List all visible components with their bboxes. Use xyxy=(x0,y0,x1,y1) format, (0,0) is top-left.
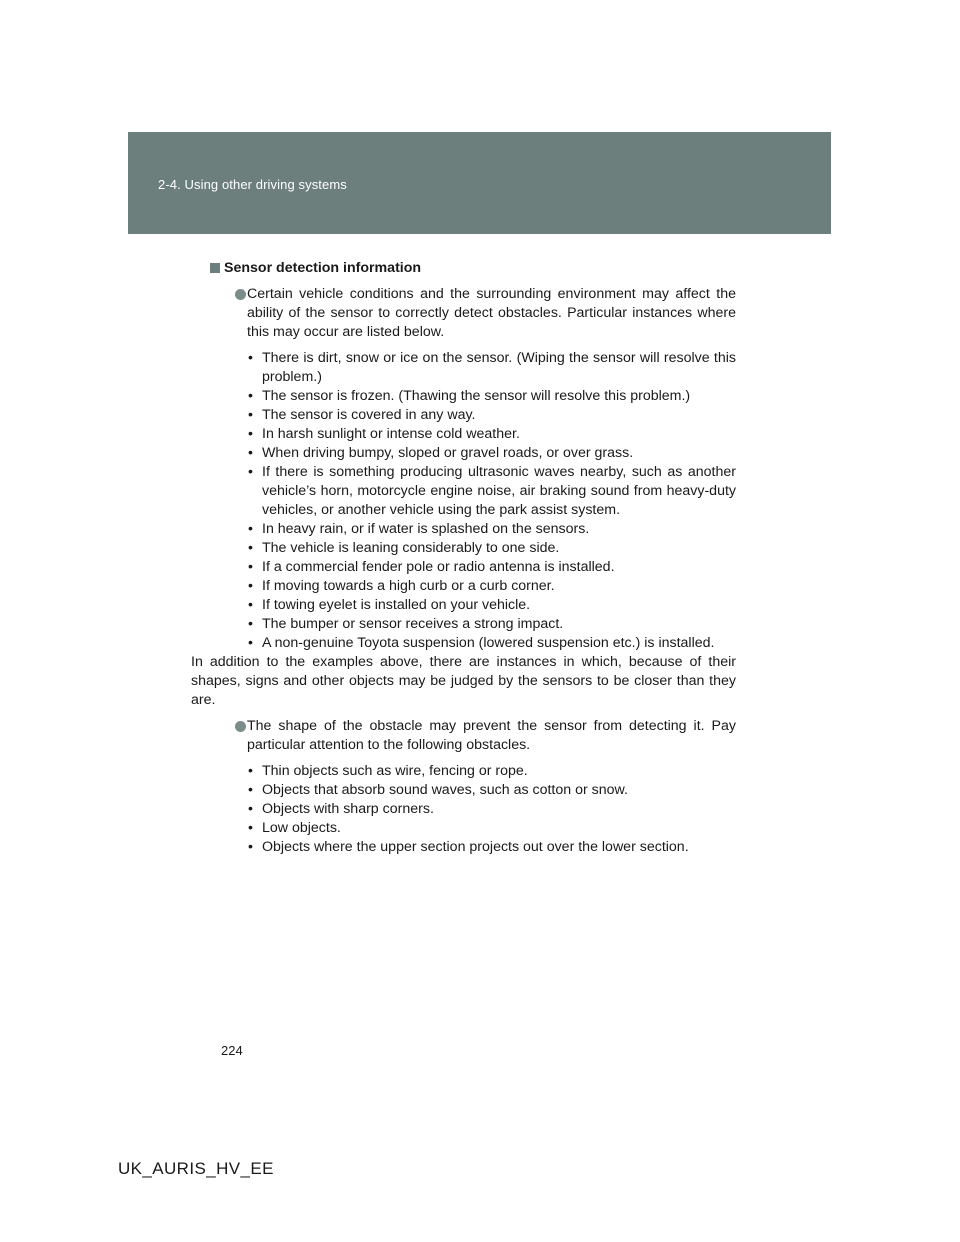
section-heading-text: Sensor detection information xyxy=(224,260,422,276)
list-item: • In heavy rain, or if water is splashed on the sensors. xyxy=(248,521,590,537)
round-bullet-icon xyxy=(235,289,246,300)
list-bullet: • xyxy=(248,445,253,461)
section-title: 2-4. Using other driving systems xyxy=(158,177,347,192)
sensor-condition-list xyxy=(208,349,736,653)
list-bullet: • xyxy=(248,801,253,817)
list-bullet: • xyxy=(248,388,253,404)
list-bullet: • xyxy=(248,521,253,537)
page-content xyxy=(191,259,736,857)
list-bullet: • xyxy=(248,839,253,855)
list-item: • If towing eyelet is installed on your vehicle. xyxy=(248,597,531,613)
list-bullet: • xyxy=(248,820,253,836)
square-bullet-icon xyxy=(210,263,220,273)
list-item: • If moving towards a high curb or a curb corner. xyxy=(248,578,555,594)
info-paragraph-2 xyxy=(208,717,736,755)
document-code: UK_AURIS_HV_EE xyxy=(118,1159,274,1178)
list-item: • When driving bumpy, sloped or gravel roads, or over grass. xyxy=(248,445,634,461)
list-item: • The bumper or sensor receives a strong impact. xyxy=(248,616,564,632)
round-bullet-icon xyxy=(235,721,246,732)
list-item: • Objects where the upper section projects out over the lower section. xyxy=(248,839,689,855)
obstacle-list xyxy=(208,762,736,857)
list-item: • The vehicle is leaning considerably to one side. xyxy=(248,540,560,556)
list-item: • The sensor is frozen. (Thawing the sensor will resolve this problem.) xyxy=(248,388,691,404)
list-item: • Low objects. xyxy=(248,820,341,836)
list-bullet: • xyxy=(248,616,253,632)
addition-paragraph: In addition to the examples above, there are instances in which, because of their shapes, signs and other objects may be judged by the sensors to be closer than they are. xyxy=(191,654,736,708)
list-bullet: • xyxy=(248,464,253,480)
list-item: • A non-genuine Toyota suspension (lowered suspension etc.) is installed. xyxy=(248,635,715,651)
list-bullet: • xyxy=(248,540,253,556)
list-bullet: • xyxy=(248,426,253,442)
list-bullet: • xyxy=(248,782,253,798)
list-item: • There is dirt, snow or ice on the sensor. (Wiping the sensor will resolve this problem.) xyxy=(248,350,736,385)
info-paragraph-2-text: The shape of the obstacle may prevent the sensor from detecting it. Pay particular attention to the following obstacles. xyxy=(247,718,736,753)
list-bullet: • xyxy=(248,763,253,779)
page-number: 224 xyxy=(221,1043,243,1058)
list-item: • Thin objects such as wire, fencing or rope. xyxy=(248,763,528,779)
list-item: • If there is something producing ultrasonic waves nearby, such as another vehicle’s horn, motorcycle engine noise, air braking sound from heavy-duty vehicles, or another vehicle using the park assist system. xyxy=(248,464,736,518)
list-bullet: • xyxy=(248,407,253,423)
info-paragraph-1 xyxy=(208,285,736,342)
list-item: • Objects that absorb sound waves, such as cotton or snow. xyxy=(248,782,628,798)
list-bullet: • xyxy=(248,635,253,651)
list-bullet: • xyxy=(248,350,253,366)
header-band xyxy=(128,132,831,234)
list-bullet: • xyxy=(248,597,253,613)
list-bullet: • xyxy=(248,559,253,575)
list-item: • Objects with sharp corners. xyxy=(248,801,434,817)
list-item: • The sensor is covered in any way. xyxy=(248,407,476,423)
info-paragraph-1-text: Certain vehicle conditions and the surrounding environment may affect the ability of the sensor to correctly detect obstacles. Particular instances where this may occur are listed below. xyxy=(247,286,736,340)
list-item: • In harsh sunlight or intense cold weather. xyxy=(248,426,520,442)
section-heading xyxy=(208,259,736,278)
list-item: • If a commercial fender pole or radio antenna is installed. xyxy=(248,559,615,575)
list-bullet: • xyxy=(248,578,253,594)
